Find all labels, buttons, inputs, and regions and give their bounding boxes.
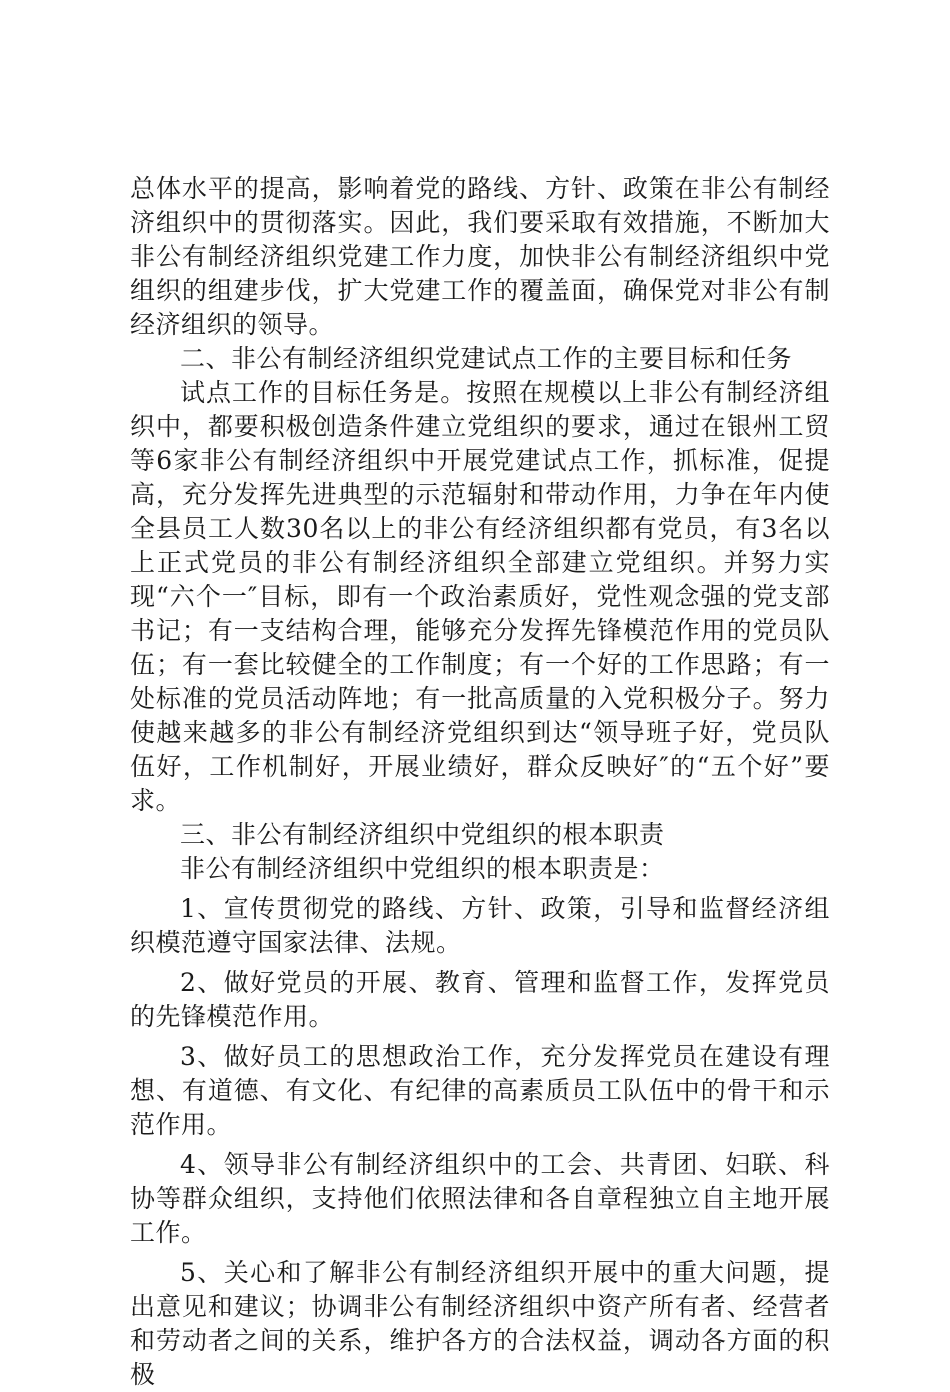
section-heading-2: 二、非公有制经济组织党建试点工作的主要目标和任务 bbox=[180, 344, 793, 373]
paragraph-pilot-targets: 试点工作的目标任务是。按照在规模以上非公有制经济组织中，都要积极创造条件建立党组织的要求，通过在银州工贸等6家非公有制经济组织中开展党建试点工作，抓标准，促提高，充分发挥先进典型的示范辐射和带动作用，力争在年内使全县员工人数30名以上的非公有经济组织都有党员，有3名以上正式党员的非公有制经济组织全部建立党组织。并努力实现“六个一″目标，即有一个政治素质好，党性观念强的党支部书记；有一支结构合理，能够充分发挥先锋模范作用的党员队伍；有一套比较健全的工作制度；有一个好的工作思路；有一处标准的党员活动阵地；有一批高质量的入党积极分子。努力使越来越多的非公有制经济党组织到达“领导班子好，党员队伍好，工作机制好，开展业绩好，群众反映好″的“五个好”要求。 bbox=[130, 378, 830, 815]
paragraph-duties-intro: 非公有制经济组织中党组织的根本职责是： bbox=[180, 854, 665, 883]
section-heading-3: 三、非公有制经济组织中党组织的根本职责 bbox=[180, 820, 665, 849]
document-body bbox=[130, 172, 830, 1392]
duty-item-2: 2、做好党员的开展、教育、管理和监督工作，发挥党员的先锋模范作用。 bbox=[130, 968, 830, 1031]
duty-item-1: 1、宣传贯彻党的路线、方针、政策，引导和监督经济组织模范遵守国家法律、法规。 bbox=[130, 894, 830, 957]
duty-item-5: 5、关心和了解非公有制经济组织开展中的重大问题，提出意见和建议；协调非公有制经济组织中资产所有者、经营者和劳动者之间的关系，维护各方的合法权益，调动各方面的积极 bbox=[130, 1258, 830, 1389]
duty-item-4: 4、领导非公有制经济组织中的工会、共青团、妇联、科协等群众组织，支持他们依照法律和各自章程独立自主地开展工作。 bbox=[130, 1150, 830, 1247]
duty-item-3: 3、做好员工的思想政治工作，充分发挥党员在建设有理想、有道德、有文化、有纪律的高素质员工队伍中的骨干和示范作用。 bbox=[130, 1042, 830, 1139]
paragraph-intro-continuation: 总体水平的提高，影响着党的路线、方针、政策在非公有制经济组织中的贯彻落实。因此，我们要采取有效措施，不断加大非公有制经济组织党建工作力度，加快非公有制经济组织中党组织的组建步伐，扩大党建工作的覆盖面，确保党对非公有制经济组织的领导。 bbox=[130, 174, 830, 339]
